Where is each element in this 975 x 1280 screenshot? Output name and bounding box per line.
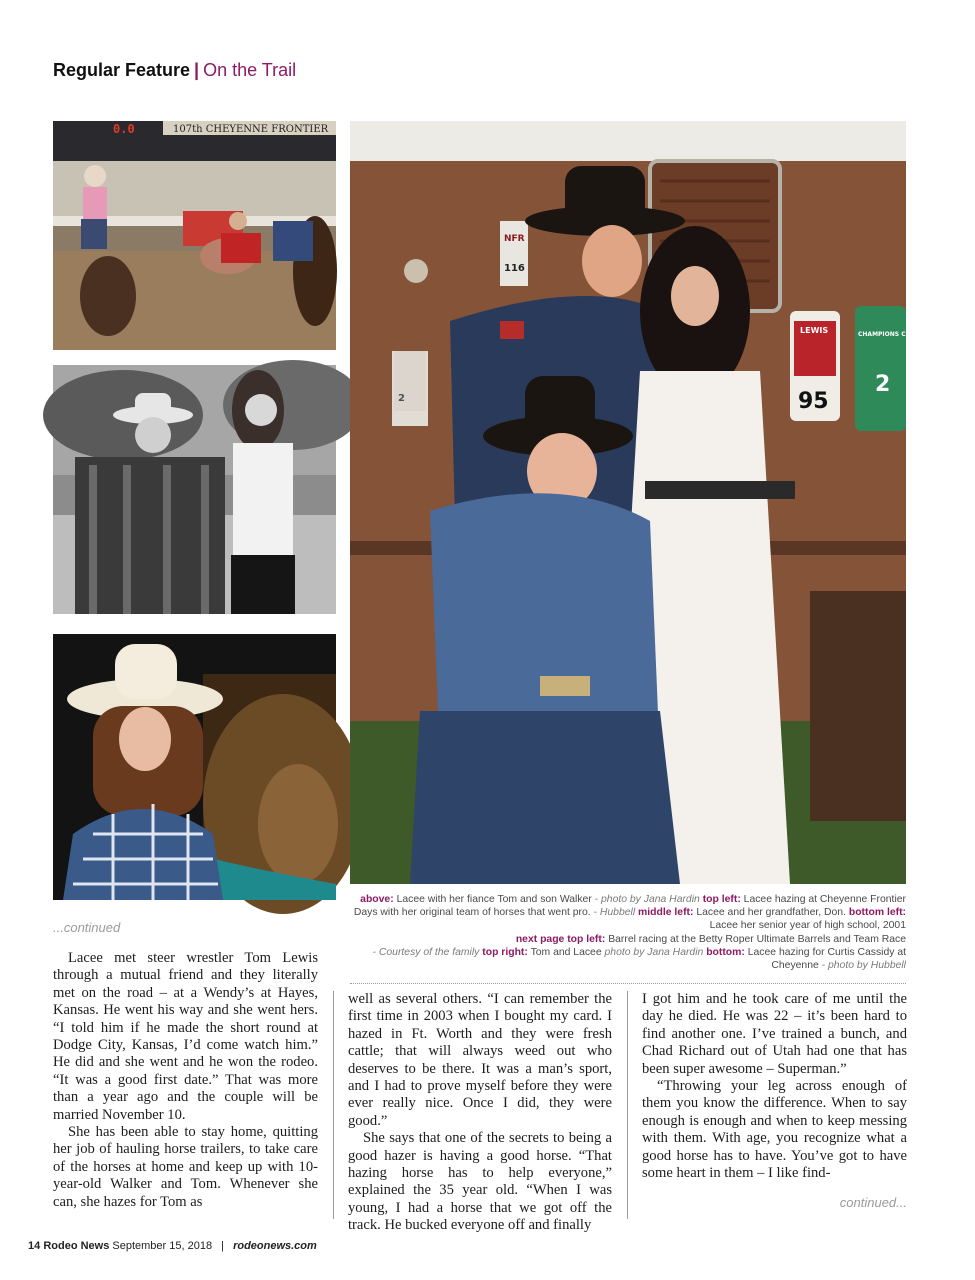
paragraph: “Throwing your leg across enough of them you know the difference. When to say enough is enough and when to keep messing with them. With age, you recognize what a good horse has to have. You’ve got to have some heart in them – I like find- [642, 1078, 907, 1182]
column-divider [333, 991, 334, 1219]
caption-label-top-left: top left: [702, 894, 741, 905]
caption-label-middle-left: middle left: [638, 907, 694, 919]
footer-divider: | [221, 1240, 224, 1252]
caption-label-top-right: top right: [482, 946, 528, 958]
caption-credit-top-left: - Hubbell [593, 907, 636, 919]
page-number: 14 [28, 1240, 41, 1252]
caption-text-next-page: Barrel racing at the Betty Roper Ultimate Barrels and Team Race [608, 933, 906, 945]
caption-label-next-page: next page top left: [515, 933, 606, 945]
article-column-1 [53, 950, 318, 1211]
sign-lewis: LEWIS [800, 326, 829, 335]
continued-from-marker: ...continued [53, 920, 121, 935]
caption-text-middle-left: Lacee and her grandfather, Don. [696, 907, 846, 919]
photo-caption [350, 893, 906, 972]
continued-on-marker: continued... [839, 1195, 907, 1210]
caption-label-bottom: bottom: [706, 946, 745, 958]
caption-text-above: Lacee with her fiance Tom and son Walker [396, 894, 592, 905]
paragraph: well as several others. “I can remember the first time in 2003 when I bought my card. I hazed in Ft. Worth and they were fresh cattle; that will always weed out who deserves to be there. It was a man’s sport, and I had to prove myself before they were ever really nice. Once I did, they were good.” [348, 991, 612, 1129]
page-footer [28, 1240, 317, 1252]
website-link[interactable]: rodeonews.com [233, 1240, 317, 1252]
caption-credit-bottom: - photo by Hubbell [821, 960, 906, 972]
sign-champions: CHAMPIONS CHALLENGE [858, 331, 942, 338]
caption-label-bottom-left: bottom left: [848, 907, 906, 919]
sign-champions-2: 2 [875, 372, 891, 397]
arena-banner: 107th CHEYENNE FRONTIER [173, 124, 329, 135]
issue-date: September 15, 2018 [112, 1240, 213, 1252]
sign-95: 95 [798, 389, 829, 414]
sign-116: 116 [504, 263, 525, 274]
caption-text-bottom-left: Lacee her senior year of high school, 2001 [709, 920, 906, 932]
photo-main-family [350, 121, 942, 884]
page-header [53, 60, 296, 81]
sign-left-2: 2 [398, 393, 405, 404]
caption-credit-top-right: photo by Jana Hardin [604, 946, 704, 958]
column-divider [627, 991, 628, 1219]
section-title: Regular Feature [53, 60, 191, 80]
photo-top-left-rodeo [53, 121, 336, 350]
photo-middle-left-grandfather [53, 365, 336, 614]
caption-text-bottom: Lacee hazing for Curtis Cassidy at Cheyenne [747, 946, 906, 972]
paragraph: I got him and he took care of me until the day he died. He was 22 – it’s been hard to find another one. I’ve trained a bunch, and Chad Richard out of Utah had one that has been super awesome – Superman.” [642, 991, 907, 1077]
article-column-3 [642, 991, 907, 1182]
caption-divider [350, 983, 906, 984]
header-divider: | [194, 60, 200, 80]
scoreboard-time: 0.0 [113, 122, 135, 136]
caption-credit-next-page: - Courtesy of the family [372, 946, 480, 958]
publication-name: Rodeo News [43, 1240, 110, 1252]
subsection-title: On the Trail [203, 60, 297, 80]
caption-text-top-right: Tom and Lacee [530, 946, 602, 958]
caption-credit-above: - photo by Jana Hardin [594, 894, 700, 905]
paragraph: She has been able to stay home, quitting her job of hauling horse trailers, to take care of the horses at home and keep up with 10-year-old Walker and Tom. Whenever she can, she hazes for Tom as [53, 1124, 318, 1210]
caption-label-above: above: [360, 894, 394, 905]
sign-nfr: NFR [504, 234, 525, 244]
caption-text-top-left: Lacee hazing at Cheyenne Frontier Days with her original team of horses that went pro. [353, 894, 906, 919]
photo-bottom-left-senior [53, 634, 336, 900]
paragraph: She says that one of the secrets to being a good hazer is having a good horse. “That hazing horse has to help everyone,” explained the 35 year old. “When I was young, I had a horse that we got off the track. He bucked everyone off and finally [348, 1130, 612, 1234]
paragraph: Lacee met steer wrestler Tom Lewis through a mutual friend and they literally met on the road – at a Wendy’s at Hayes, Kansas. He went his way and she went hers. “I told him if he made the short round at Dodge City, Kansas, I’d come watch him.” He did and she went and he won the rodeo. “It was a good first date.” That was more than a year ago and the couple will be married November 10. [53, 950, 318, 1123]
article-column-2 [348, 991, 612, 1235]
